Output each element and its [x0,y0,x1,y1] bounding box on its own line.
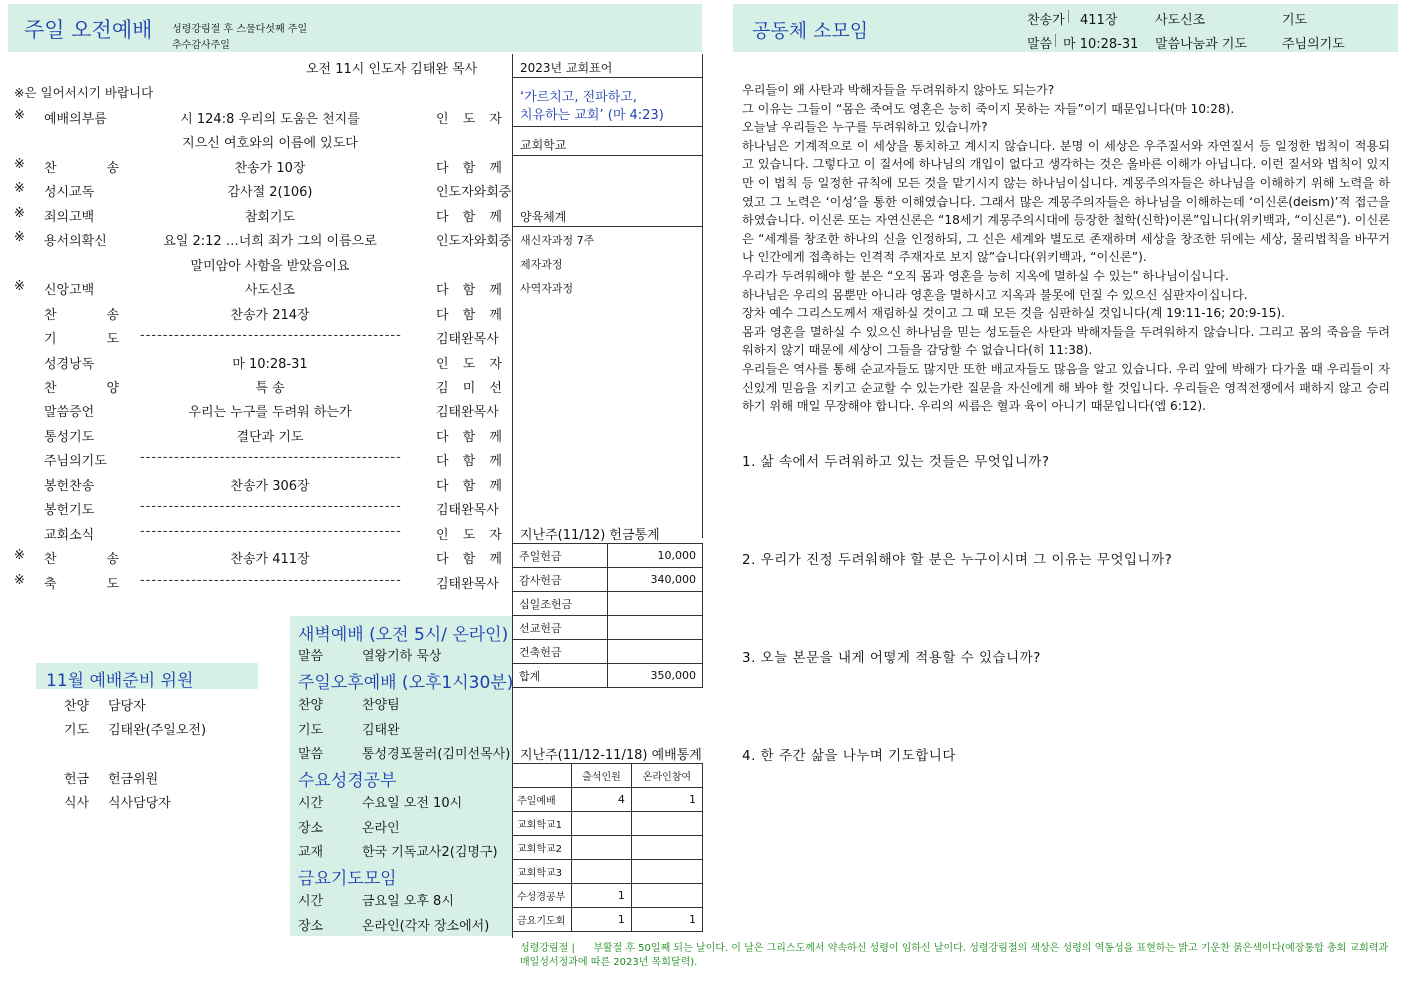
worship-row [0,520,510,544]
devotional-line: 하나님은 기계적으로 이 세상을 통치하고 계시지 않습니다. 분명 이 세상은 우주질서와 자연질서 등 일정한 법칙이 적용되고 있습니다. 그렇다고 이 질서에 하나님의 개입이 없다고 생각하는 것은 올바른 이해가 아닙니다. 이런 질서와 법칙이 있지만 이 법칙 등 일정한 규칙에 모든 것을 맡기시지 않는 하나님이십니다. 계몽주의자들은 하나님을 이해하기 위해 노력을 하였고 그 노력은 ‘이성’을 통한 이해였습니다. 그래서 많은 계몽주의자들은 하나님을 이해하는데 ‘이신론(deism)’적 접근을 하였습니다. 이신론 또는 자연신론은 “18세기 계몽주의시대에 등장한 철학(신학)이론”입니다(위키백과, “이신론”). 이신론은 “세계를 창조한 하나의 신을 인정하되, 그 신은 세계와 별도로 존재하며 세상을 창조한 뒤에는 세상, 물리법칙을 바꾸거나 인간에게 접촉하는 인격적 주재자로 보지 않”습니다(위키백과, “이신론”). [742,138,1390,265]
row-content: 결단과 기도 [236,429,304,445]
worship-row [0,324,510,348]
prayer: 기도 [1282,13,1308,28]
worship-row [0,544,510,568]
schedule-value: 온라인 [362,820,400,836]
row-element-name: 주님의기도 [44,454,107,470]
row-leader: 다 함 께 [436,552,502,568]
attendance-online [631,836,702,860]
attendance-label: 주일예배 [513,788,572,812]
attendance-count: 1 [572,908,632,932]
row-content: 참회기도 [244,209,296,225]
devotional-line: 우리들이 왜 사탄과 박해자들을 두려워하지 않아도 되는가? [742,83,1055,97]
schedule-value: 통성경포물러(김미선목사) [362,747,511,762]
prep-person: 담당자 [108,699,146,714]
row-content: 특 송 [255,380,285,396]
attendance-row [513,908,703,932]
motto-line-2: 치유하는 교회’ (마 4:23) [520,108,664,123]
row-dash-line: ---------------------------------------------- [140,499,402,515]
schedule-value: 김태완 [362,722,400,738]
hymn-label: 찬송가 [1027,13,1065,28]
attendance-count: 4 [572,788,632,812]
attendance-online: 1 [631,908,702,932]
scripture-ref: 마 10:28-31 [1063,37,1139,52]
row-element-name: 찬 송 [44,160,119,176]
row-element-name: 봉헌기도 [44,503,95,519]
row-leader: 다 함 께 [436,478,502,494]
offering-row [513,544,703,568]
row-element-name: 통성기도 [44,429,95,445]
attendance-header-row [513,764,703,788]
attendance-row [513,836,703,860]
worship-row [0,495,510,519]
worship-row [0,226,510,250]
training-minister: 사역자과정 [520,282,574,295]
row-content: 찬송가 411장 [230,552,310,568]
service-subtitle: 성령강림절 후 스물다섯째 주일 [172,24,308,35]
creed: 사도신조 [1155,13,1206,28]
row-leader: 다 함 께 [436,429,502,445]
offering-row [513,664,703,688]
attendance-row [513,788,703,812]
row-content: 찬송가 214장 [230,307,310,323]
row-star-mark: ※ [14,230,25,246]
word-label: 말씀 [1027,37,1053,52]
row-element-name: 신앙고백 [44,283,95,299]
row-leader: 다 함 께 [436,160,502,176]
attendance-header: 출석인원 [572,764,632,788]
worship-row [0,251,510,275]
service-title: 주일 오전예배 [24,18,153,42]
attendance-header: 온라인참여 [631,764,702,788]
row-leader: 인도자와회중 [436,185,512,201]
row-content: 지으신 여호와의 이름에 있도다 [182,136,358,152]
worship-row [0,128,510,152]
attendance-count: 1 [572,884,632,908]
dawn-value: 열왕기하 묵상 [362,649,442,664]
worship-row [0,471,510,495]
wednesday-study-title: 수요성경공부 [298,771,397,791]
offering-amount [608,592,703,616]
row-dash-line: ---------------------------------------------- [140,328,402,344]
row-dash-line: ---------------------------------------------- [140,523,402,539]
row-star-mark: ※ [14,156,25,172]
row-leader: 김태완목사 [436,332,499,348]
offering-label: 합계 [513,664,608,688]
row-leader: 김 미 선 [436,380,502,396]
offering-title: 지난주(11/12) 헌금통계 [520,528,660,543]
offering-row [513,616,703,640]
devotional-line: 그 이유는 그들이 “몸은 죽여도 영혼은 능히 죽이지 못하는 자들”이기 때문입니다(마 10:28). [742,101,1235,116]
devotional-line: 우리가 두려워해야 할 분은 “오직 몸과 영혼을 능히 지옥에 멸하실 수 있는” 하나님이십니다. [742,268,1229,283]
schedule-label: 장소 [298,820,324,836]
row-leader: 김태완목사 [436,503,499,519]
row-leader: 김태완목사 [436,576,499,592]
column-divider-right [702,54,703,538]
row-content: 요일 2:12 …너희 죄가 그의 이름으로 [163,234,377,250]
worship-row [0,275,510,299]
offering-amount: 350,000 [608,664,703,688]
afternoon-service-title: 주일오후예배 (오후1시30분) [298,673,514,693]
friday-prayer-title: 금요기도모임 [298,869,397,889]
row-content: 마 10:28-31 [232,356,308,372]
attendance-label: 교회학교3 [513,860,572,884]
schedule-label: 기도 [298,722,324,738]
row-element-name: 축 도 [44,576,119,592]
schedule-label: 시간 [298,894,324,909]
divider [512,77,702,78]
label-divider [1068,10,1069,23]
row-content: 우리는 누구를 두려워 하는가 [188,405,352,421]
attendance-label: 교회학교2 [513,836,572,860]
attendance-row [513,812,703,836]
row-content: 말미암아 사함을 받았음이요 [190,258,350,274]
attendance-label: 수성경공부 [513,884,572,908]
worship-row [0,300,510,324]
row-content: 사도신조 [244,283,296,299]
attendance-online [631,860,702,884]
attendance-count [572,836,632,860]
prep-person: 헌금위원 [108,772,159,787]
row-element-name: 성시교독 [44,185,95,201]
church-school: 교회학교 [520,138,567,152]
attendance-row [513,860,703,884]
offering-amount [608,616,703,640]
officiant: 오전 11시 인도자 김태완 목사 [306,62,478,77]
row-star-mark: ※ [14,572,25,588]
row-leader: 다 함 께 [436,454,502,470]
row-element-name: 봉헌찬송 [44,478,95,494]
schedule-value: 찬양팀 [362,698,400,713]
sharing-prayer: 말씀나눔과 기도 [1155,37,1248,52]
prep-role: 식사 [64,796,90,811]
question-2: 2. 우리가 진정 두려워해야 할 분은 누구이시며 그 이유는 무엇입니까? [742,552,1173,568]
prep-committee-title: 11월 예배준비 위원 [46,671,194,691]
attendance-row [513,884,703,908]
row-dash-line: ---------------------------------------------- [140,572,402,588]
row-element-name: 찬 양 [44,380,119,396]
footer-text: 부활절 후 50일째 되는 날이다. 이 날은 그리스도께서 약속하신 성령이 임하신 날이다. 성령강림절의 색상은 성령의 역동성을 표현하는 밝고 기운찬 붉은색이다(예장통합 총회 교회력과 매일성서정과에 따른 2023년 목회달력). [520,943,1389,968]
row-leader: 인 도 자 [436,112,502,127]
worship-row [0,422,510,446]
row-element-name: 찬 송 [44,552,119,568]
lords-prayer: 주님의기도 [1282,37,1345,52]
offering-label: 감사헌금 [513,568,608,592]
devotional-text [742,81,1390,416]
question-4: 4. 한 주간 삶을 나누며 기도합니다 [742,748,956,764]
row-star-mark: ※ [14,108,25,123]
attendance-count [572,812,632,836]
row-leader: 다 함 께 [436,307,502,323]
training-newcomer: 새신자과정 7주 [520,234,595,247]
offering-amount: 10,000 [608,544,703,568]
offering-row [513,592,703,616]
worship-row [0,349,510,373]
offering-row [513,568,703,592]
attendance-online [631,812,702,836]
service-subtitle-2: 추수감사주일 [172,40,230,51]
attendance-label: 교회학교1 [513,812,572,836]
worship-row [0,104,510,128]
row-element-name: 기 도 [44,332,119,348]
devotional-line: 장차 예수 그리스도께서 재림하실 것이고 그 때 모든 것을 심판하실 것입니다(계 19:11-16; 20:9-15). [742,306,1286,321]
worship-row [0,177,510,201]
schedule-label: 찬양 [298,698,324,713]
offering-label: 건축헌금 [513,640,608,664]
row-element-name: 성경낭독 [44,356,95,372]
offering-amount: 340,000 [608,568,703,592]
row-leader: 다 함 께 [436,209,502,225]
question-3: 3. 오늘 본문을 내게 어떻게 적용할 수 있습니까? [742,650,1041,666]
row-leader: 인 도 자 [436,527,502,543]
footer-label: 성령강림절 | [520,943,575,954]
row-leader: 김태완목사 [436,405,499,421]
worship-row [0,569,510,593]
row-leader: 인도자와회중 [436,234,512,250]
dawn-service-title: 새벽예배 (오전 5시/ 온라인) [298,625,509,645]
row-star-mark: ※ [14,181,25,197]
prep-role: 헌금 [64,772,90,787]
attendance-count [572,860,632,884]
row-star-mark: ※ [14,548,25,564]
training-disciple: 제자과정 [520,258,563,271]
offering-row [513,640,703,664]
dawn-label: 말씀 [298,649,324,664]
prep-person: 김태완(주일오전) [108,723,207,738]
worship-row [0,202,510,226]
schedule-value: 수요일 오전 10시 [362,796,463,811]
label-divider-2 [1055,34,1056,47]
small-group-title: 공동체 소모임 [752,20,869,42]
footer-note [520,942,1392,970]
motto-line-1: ‘가르치고, 전파하고, [520,90,637,105]
row-content: 감사절 2(106) [227,185,313,201]
row-content: 찬송가 306장 [230,478,310,494]
offering-label: 선교헌금 [513,616,608,640]
offering-amount [608,640,703,664]
attendance-label: 금요기도회 [513,908,572,932]
offering-label: 주일헌금 [513,544,608,568]
prep-role: 찬양 [64,699,90,714]
prep-role: 기도 [64,723,90,738]
training-system: 양육체계 [520,210,567,224]
attendance-online: 1 [631,788,702,812]
devotional-line: 몸과 영혼을 멸하실 수 있으신 하나님을 믿는 성도들은 사탄과 박해자들을 두려워하지 않습니다. 그리고 몸의 죽음을 두려워하지 않기 때문에 세상이 그들을 감당할 수 없습니다(히 11:38). [742,324,1390,358]
row-star-mark: ※ [14,279,25,295]
devotional-line: 하나님은 우리의 몸뿐만 아니라 영혼을 멸하시고 지옥과 불못에 던질 수 있으신 심판자이십니다. [742,287,1248,302]
row-element-name: 교회소식 [44,527,95,543]
divider [512,126,702,127]
row-element-name: 예배의부름 [44,112,107,127]
schedule-value: 온라인(각자 장소에서) [362,918,490,934]
devotional-line: 우리들은 역사를 통해 순교자들도 많지만 또한 배교자들도 많음을 알고 있습니다. 우리 앞에 박해가 다가올 때 우리들이 자신있게 믿음을 지키고 순교할 수 있는가란 질문을 자신에게 해 봐야 할 것입니다. 우리들은 영적전쟁에서 패하지 않고 승리하기 위해 매일 무장해야 합니다. 우리의 씨름은 혈과 육이 아니기 때문입니다(엡 6:12). [742,361,1390,414]
devotional-line: 오늘날 우리들은 누구를 두려워하고 있습니까? [742,120,988,135]
schedule-label: 말씀 [298,747,324,762]
schedule-label: 교재 [298,845,324,860]
schedule-label: 장소 [298,918,324,934]
divider [512,155,702,156]
row-element-name: 용서의확신 [44,234,107,250]
hymn-number: 411장 [1080,13,1118,28]
attendance-title: 지난주(11/12-11/18) 예배통계 [520,748,702,763]
attendance-corner [513,764,572,788]
schedule-value: 금요일 오후 8시 [362,894,454,909]
offering-table [512,543,703,688]
row-element-name: 말씀증언 [44,405,95,421]
motto-year: 2023년 교회표어 [520,61,613,75]
divider [512,226,702,227]
row-dash-line: ---------------------------------------------- [140,450,402,466]
worship-row [0,446,510,470]
row-leader: 인 도 자 [436,356,502,372]
prep-person: 식사담당자 [108,796,171,811]
worship-row [0,153,510,177]
schedule-value: 한국 기독교사2(김명구) [362,845,498,860]
worship-row [0,373,510,397]
row-content: 찬송가 10장 [234,160,306,176]
worship-row [0,397,510,421]
schedule-label: 시간 [298,796,324,811]
row-leader: 다 함 께 [436,283,502,299]
attendance-table [512,763,703,932]
row-star-mark: ※ [14,205,25,221]
question-1: 1. 삶 속에서 두려워하고 있는 것들은 무엇입니까? [742,454,1050,470]
row-element-name: 죄의고백 [44,209,95,225]
row-element-name: 찬 송 [44,307,119,323]
offering-label: 십일조헌금 [513,592,608,616]
attendance-online [631,884,702,908]
row-content: 시 124:8 우리의 도움은 천지를 [180,112,360,127]
stand-note: ※은 일어서시기 바랍니다 [14,85,154,100]
